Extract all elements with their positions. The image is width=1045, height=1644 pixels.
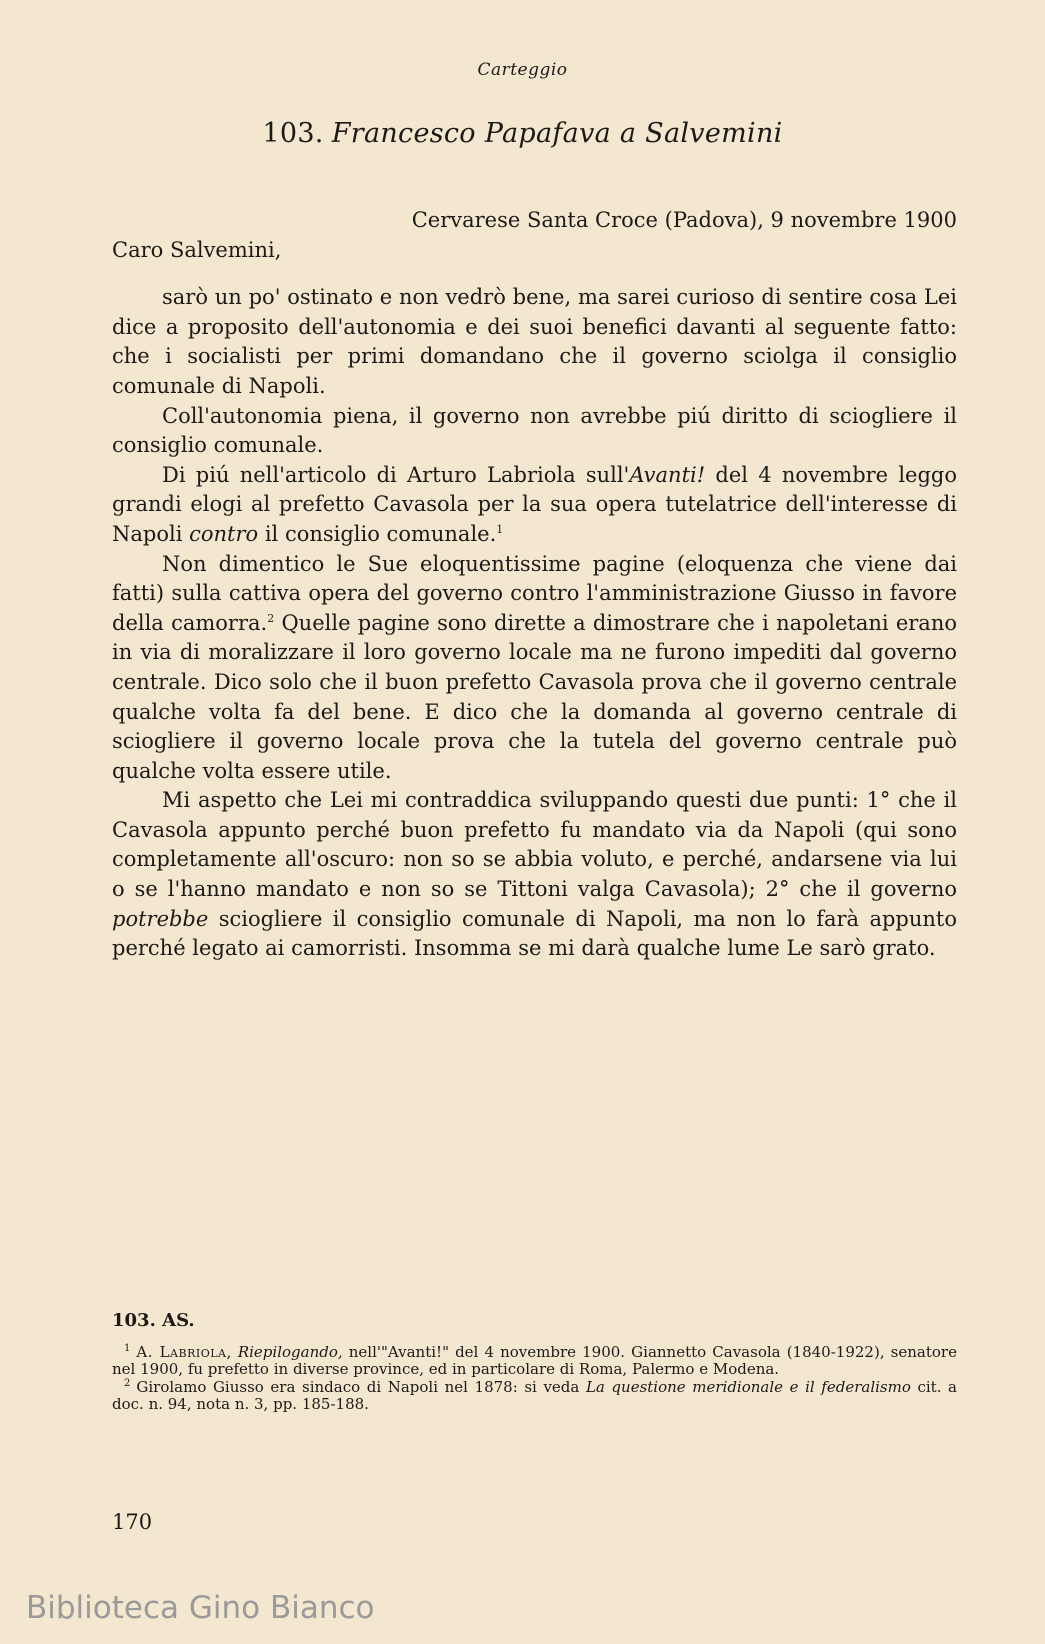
footnote-2-mark: 2: [124, 1377, 131, 1389]
paragraph-5-text-b: sciogliere il consiglio comunale di Napoli, ma non lo farà appunto perché legato ai camorristi. Insomma se mi darà qualche lume Le sarò grato.: [112, 906, 957, 961]
newspaper-title: Avanti!: [629, 462, 706, 487]
emphasis-potrebbe: potrebbe: [112, 906, 209, 931]
letter-title: [0, 118, 1045, 149]
paragraph-5-text-a: Mi aspetto che Lei mi contraddica sviluppando questi due punti: 1° che il Cavasola appunto perché buon prefetto fu mandato via da Napoli (qui sono completamente all'oscuro: non so se abbia voluto, e perché, andarsene via lui o se l'hanno mandato e non so se Tittoni valga Cavasola); 2° che il governo: [112, 788, 957, 902]
footnote-1-title: Riepilogando,: [237, 1342, 343, 1361]
page-number: 170: [112, 1510, 153, 1534]
paragraph-1: sarò un po' ostinato e non vedrò bene, ma sarei curioso di sentire cosa Lei dice a proposito dell'autonomia e dei suoi benefici davanti al seguente fatto: che i socialisti per primi domandano che il governo sciolga il consiglio comunale di Napoli.: [112, 285, 957, 398]
footnote-2-text-b: cit. a doc. n. 94, nota n. 3, pp. 185-188.: [112, 1377, 958, 1413]
letter-body: [112, 206, 957, 964]
footnote-2: [112, 1379, 957, 1414]
paragraph-4-text-a: Non dimentico le Sue eloquentissime pagine (eloquenza che viene dai fatti) sulla cattiva opera del governo contro l'amministrazione Giusso in favore della camorra.: [112, 551, 957, 635]
footnote-1-text: nell'"Avanti!" del 4 novembre 1900. Giannetto Cavasola (1840-1922), senatore nel 1900, fu prefetto in diverse province, ed in particolare di Roma, Palermo e Modena.: [112, 1342, 957, 1378]
salutation: Caro Salvemini,: [112, 237, 282, 262]
paragraph-3-text-c: il consiglio comunale.: [258, 521, 497, 546]
letter-title-text: Francesco Papafava a Salvemini: [331, 118, 783, 149]
dateline: Cervarese Santa Croce (Padova), 9 novembre 1900: [411, 208, 957, 232]
footnotes: [112, 1312, 957, 1414]
footnote-1-author: A. Labriola,: [136, 1342, 232, 1361]
footnote-1: [112, 1344, 957, 1379]
footnote-2-book-title: La questione meridionale e il federalismo: [585, 1377, 911, 1396]
footnote-1-mark: 1: [124, 1342, 131, 1354]
library-watermark: Biblioteca Gino Bianco: [26, 1590, 375, 1626]
paragraph-3: [112, 461, 957, 550]
archive-reference: 103. AS.: [112, 1310, 195, 1331]
footnote-2-text-a: Girolamo Giusso era sindaco di Napoli nel 1878: si veda: [136, 1377, 586, 1396]
emphasis-contro: contro: [189, 521, 259, 546]
running-head: Carteggio: [477, 60, 568, 80]
footnote-ref-2: 2: [267, 611, 275, 625]
footnote-ref-1: 1: [496, 522, 504, 536]
paragraph-4: [112, 550, 957, 787]
paragraph-5: [112, 786, 957, 964]
paragraph-3-text-b: del 4 novembre leggo grandi elogi al prefetto Cavasola per la sua opera tutelatrice dell'interesse di Napoli: [112, 462, 958, 546]
letter-number: 103.: [262, 118, 324, 149]
paragraph-2: Coll'autonomia piena, il governo non avrebbe piú diritto di sciogliere il consiglio comunale.: [112, 403, 957, 458]
paragraph-3-text-a: Di piú nell'articolo di Arturo Labriola sull': [162, 462, 630, 487]
paragraph-4-text-b: Quelle pagine sono dirette a dimostrare che i napoletani erano in via di moralizzare il loro governo locale ma ne furono impediti dal governo centrale. Dico solo che il buon prefetto Cavasola prova che il governo centrale qualche volta fa del bene. E dico che la domanda al governo centrale di sciogliere il governo locale prova che la tutela del governo centrale può qualche volta essere utile.: [112, 610, 957, 783]
